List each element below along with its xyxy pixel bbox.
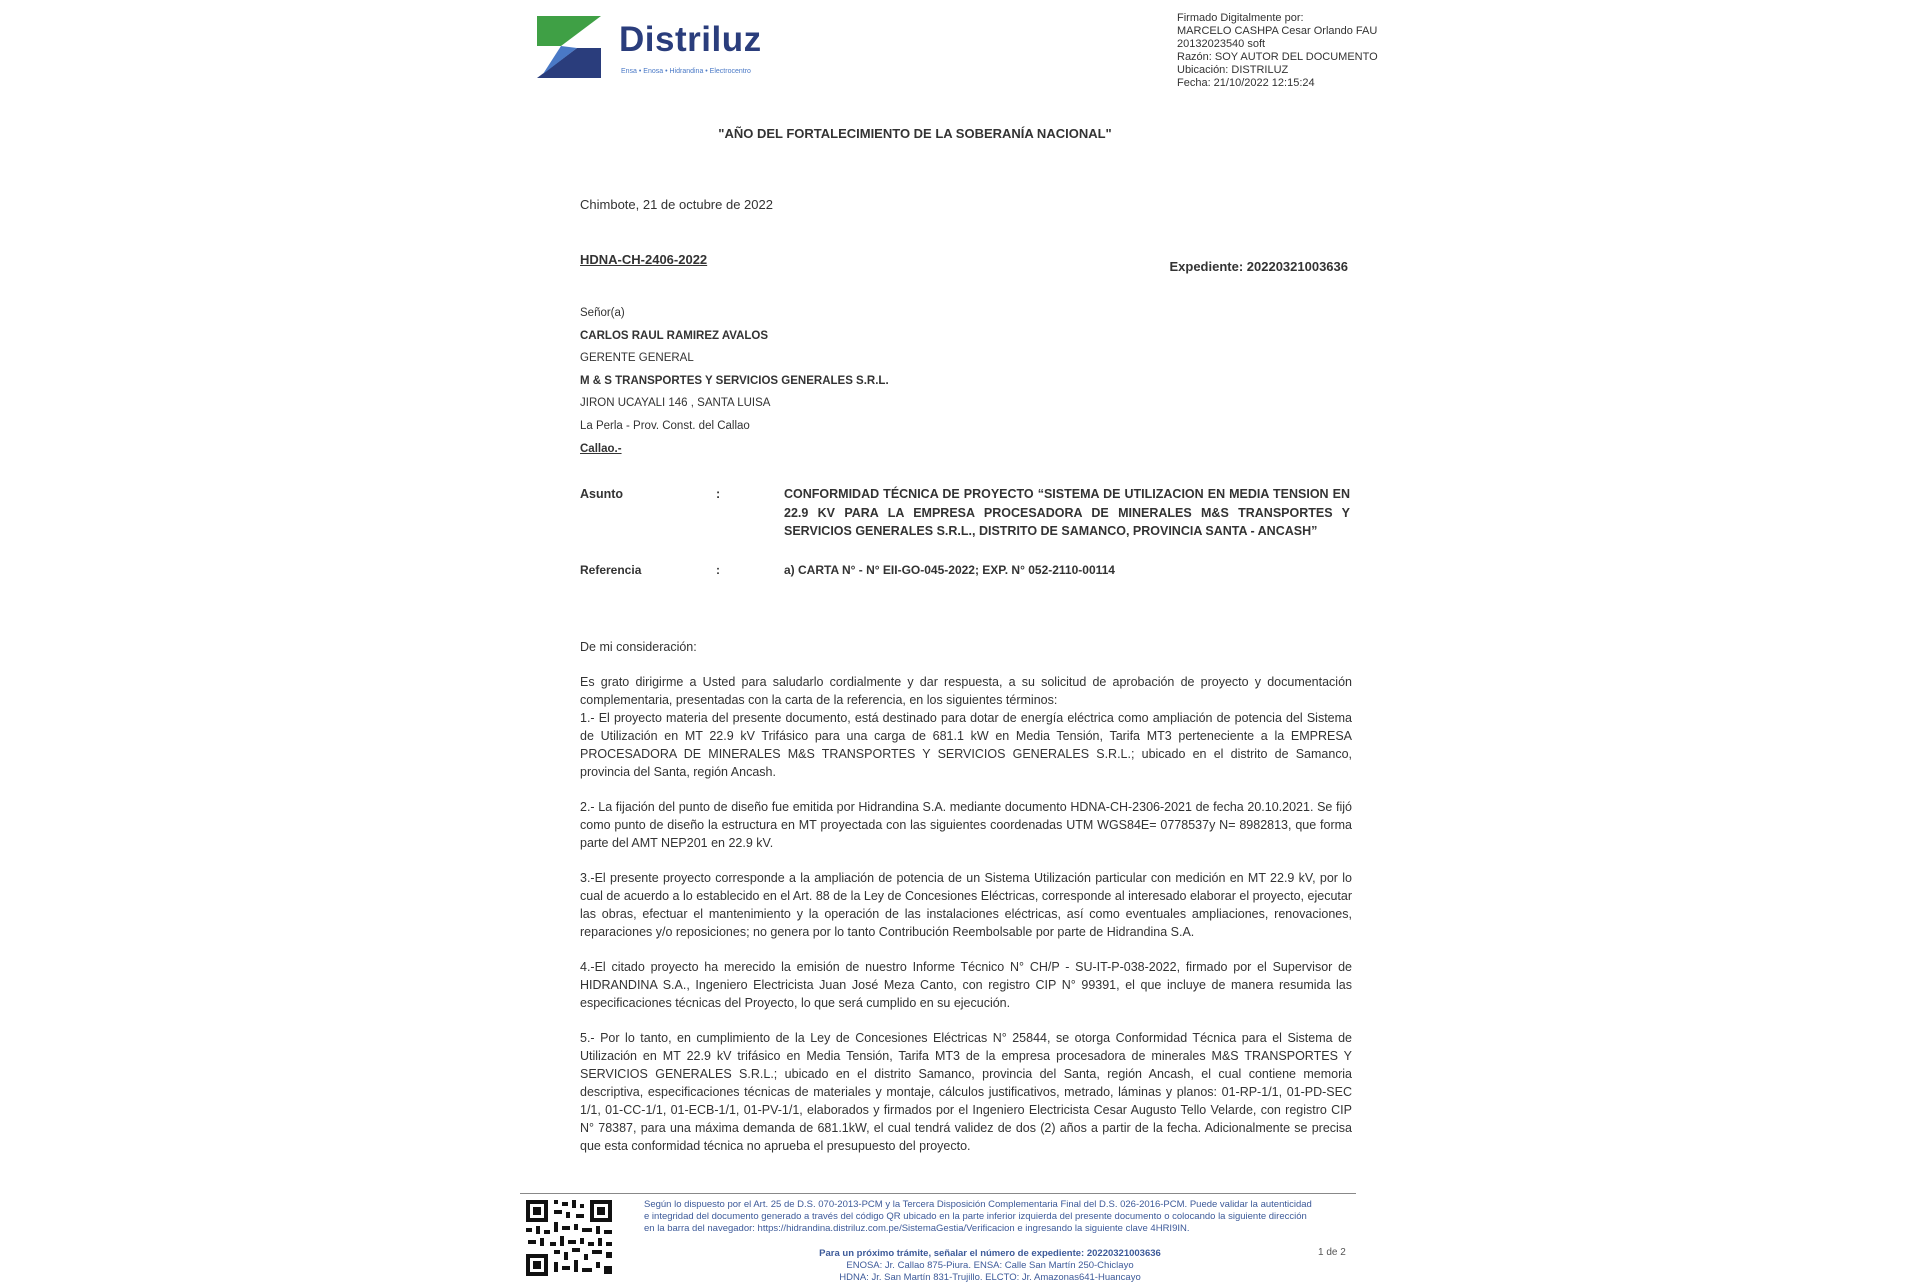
date-line: Chimbote, 21 de octubre de 2022 (580, 197, 773, 212)
point-4-paragraph: 4.-El citado proyecto ha merecido la emisión de nuestro Informe Técnico N° CH/P - SU-IT-P-038-2022, firmado por el Supervisor de HIDRANDINA S.A., Ingeniero Electricista Juan José Meza Canto, con registro CIP N° 99391, el que incluye de manera resumida las especificaciones técnicas del Proyecto, lo que será cumplido en su ejecución. (580, 960, 1352, 1010)
subject-reference-block (580, 485, 1350, 579)
point-5-paragraph: 5.- Por lo tanto, en cumplimiento de la Ley de Concesiones Eléctricas N° 25844, se otorga Conformidad Técnica para el Sistema de Utilización en MT 22.9 kV trifásico en Media Tensión, Tarifa MT3 de la empresa procesadora de minerales M&S TRANSPORTES Y SERVICIOS GENERALES S.R.L.; ubicado en el distrito Samanco, provincia del Santa, región Ancash, el cual contiene memoria descriptiva, especificaciones técnicas de materiales y montaje, cálculos justificativos, metrado, láminas y planos: 01-RP-1/1, 01-PD-SEC 1/1, 01-CC-1/1, 01-ECB-1/1, 01-PV-1/1, elaborados y firmados por el Ingeniero Electricista Cesar Augusto Tello Velarde, con registro CIP N° 78387, para una máxima demanda de 681.1kW, el cual tendrá validez de dos (2) años a partir de la fecha. Adicionalmente se precisa que esta conformidad técnica no aprueba el presupuesto del proyecto. (580, 1031, 1352, 1153)
intro-paragraph: Es grato dirigirme a Usted para saludarlo cordialmente y dar respuesta, a su solicitud de aprobación de proyecto y documentación complementaria, presentadas con la carta de la referencia, en los siguientes términos: (580, 675, 1352, 707)
qr-code-icon (524, 1198, 614, 1278)
signature-line: 20132023540 soft (1177, 38, 1266, 50)
addressee-name: CARLOS RAUL RAMIREZ AVALOS (580, 329, 769, 342)
reference-colon: : (716, 562, 720, 577)
point-3-paragraph: 3.-El presente proyecto corresponde a la ampliación de potencia de un Sistema Utilización particular con medición en MT 22.9 kV, por lo cual de acuerdo a lo establecido en el Art. 88 de la Ley de Concesiones Eléctricas, corresponde al interesado elaborar el proyecto, ejecutar las obras, efectuar el mantenimiento y la operación de las instalaciones eléctricas, así como eventuales ampliaciones, renovaciones, reparaciones y/o reposiciones; no genera por lo tanto Contribución Reembolsable por parte de Hidrandina S.A. (580, 871, 1352, 939)
point-2-paragraph: 2.- La fijación del punto de diseño fue emitida por Hidrandina S.A. mediante documento HDNA-CH-2306-2021 de fecha 20.10.2021. Se fijó como punto de diseño la estructura en MT proyectada con las siguientes coordenadas UTM WGS84E= 0778537y N= 8982813, que forma parte del AMT NEP201 en 22.9 kV. (580, 800, 1352, 850)
point-1-paragraph: 1.- El proyecto materia del presente documento, está destinado para dotar de energía eléctrica como ampliación de potencia del Sistema de Utilización en MT 22.9 kV Trifásico para una carga de 681.1 kW en Media Tensión, Tarifa MT3 perteneciente a la EMPRESA PROCESADORA DE MINERALES M&S TRANSPORTES Y SERVICIOS GENERALES S.R.L.; ubicado en el distrito de Samanco, provincia del Santa, región Ancash. (580, 711, 1352, 779)
footer-verification-notice: Según lo dispuesto por el Art. 25 de D.S. 070-2013-PCM y la Tercera Disposición Complementaria Final del D.S. 026-2016-PCM. Puede validar la autenticidad e integridad del documento generado a través del código QR ubicado en la parte inferior izquierda del presente documento o colocando la siguiente dirección en la barra del navegador: https://hidrandina.distriluz.com.pe/SistemaGestia/Verificacion e ingresando la siguiente clave 4HRI9IN. (644, 1199, 1312, 1234)
signature-line: Fecha: 21/10/2022 12:15:24 (1177, 77, 1315, 89)
addressee-role: GERENTE GENERAL (580, 352, 694, 365)
footer-expediente-note: Para un próximo trámite, señalar el número de expediente: 20220321003636 (819, 1248, 1161, 1259)
logo-tagline: Ensa • Enosa • Hidrandina • Electrocentro (621, 68, 751, 75)
greeting: De mi consideración: (580, 640, 697, 654)
signature-line: MARCELO CASHPA Cesar Orlando FAU (1177, 25, 1378, 37)
footer-office-line: ENOSA: Jr. Callao 875-Piura. ENSA: Calle San Martín 250-Chiclayo (846, 1260, 1134, 1271)
page-number: 1 de 2 (1318, 1247, 1346, 1258)
subject-colon: : (716, 487, 721, 501)
distriluz-logo (537, 16, 797, 82)
footer-divider (520, 1193, 1356, 1194)
addressee-district: La Perla - Prov. Const. del Callao (580, 419, 750, 432)
footer-office-line: HDNA: Jr. San Martín 831-Trujillo. ELCTO: Jr. Amazonas641-Huancayo (839, 1272, 1141, 1283)
signature-line: Ubicación: DISTRILUZ (1177, 64, 1289, 76)
expediente-number: Expediente: 20220321003636 (1169, 259, 1348, 274)
reference-label: Referencia (580, 562, 642, 577)
signature-line: Razón: SOY AUTOR DEL DOCUMENTO (1177, 51, 1378, 63)
subject-value: CONFORMIDAD TÉCNICA DE PROYECTO “SISTEMA DE UTILIZACION EN MEDIA TENSION EN 22.9 KV PARA LA EMPRESA PROCESADORA DE MINERALES M&S TRANSPORTES Y SERVICIOS GENERALES S.R.L., DISTRITO DE SAMANCO, PROVINCIA SANTA - ANCASH” (784, 487, 1350, 538)
letter-body (580, 638, 1352, 1155)
reference-value: a) CARTA N° - N° EII-GO-045-2022; EXP. N° 052-2110-00114 (784, 562, 1115, 577)
addressee-block (580, 302, 889, 460)
year-motto: "AÑO DEL FORTALECIMIENTO DE LA SOBERANÍA NACIONAL" (718, 126, 1112, 141)
logo-name: Distriluz (619, 20, 762, 59)
digital-signature-block (1177, 12, 1422, 90)
document-number: HDNA-CH-2406-2022 (580, 252, 708, 267)
addressee-company: M & S TRANSPORTES Y SERVICIOS GENERALES S.R.L. (580, 374, 889, 387)
footer-offices (730, 1260, 1250, 1284)
signature-line: Firmado Digitalmente por: (1177, 12, 1304, 24)
addressee-city: Callao.- (580, 442, 622, 455)
subject-label: Asunto (580, 487, 624, 501)
salutation: Señor(a) (580, 307, 625, 319)
distriluz-logo-icon (537, 16, 601, 78)
subject-row (580, 485, 1350, 541)
addressee-address: JIRON UCAYALI 146 , SANTA LUISA (580, 397, 771, 410)
reference-row (580, 561, 1350, 580)
